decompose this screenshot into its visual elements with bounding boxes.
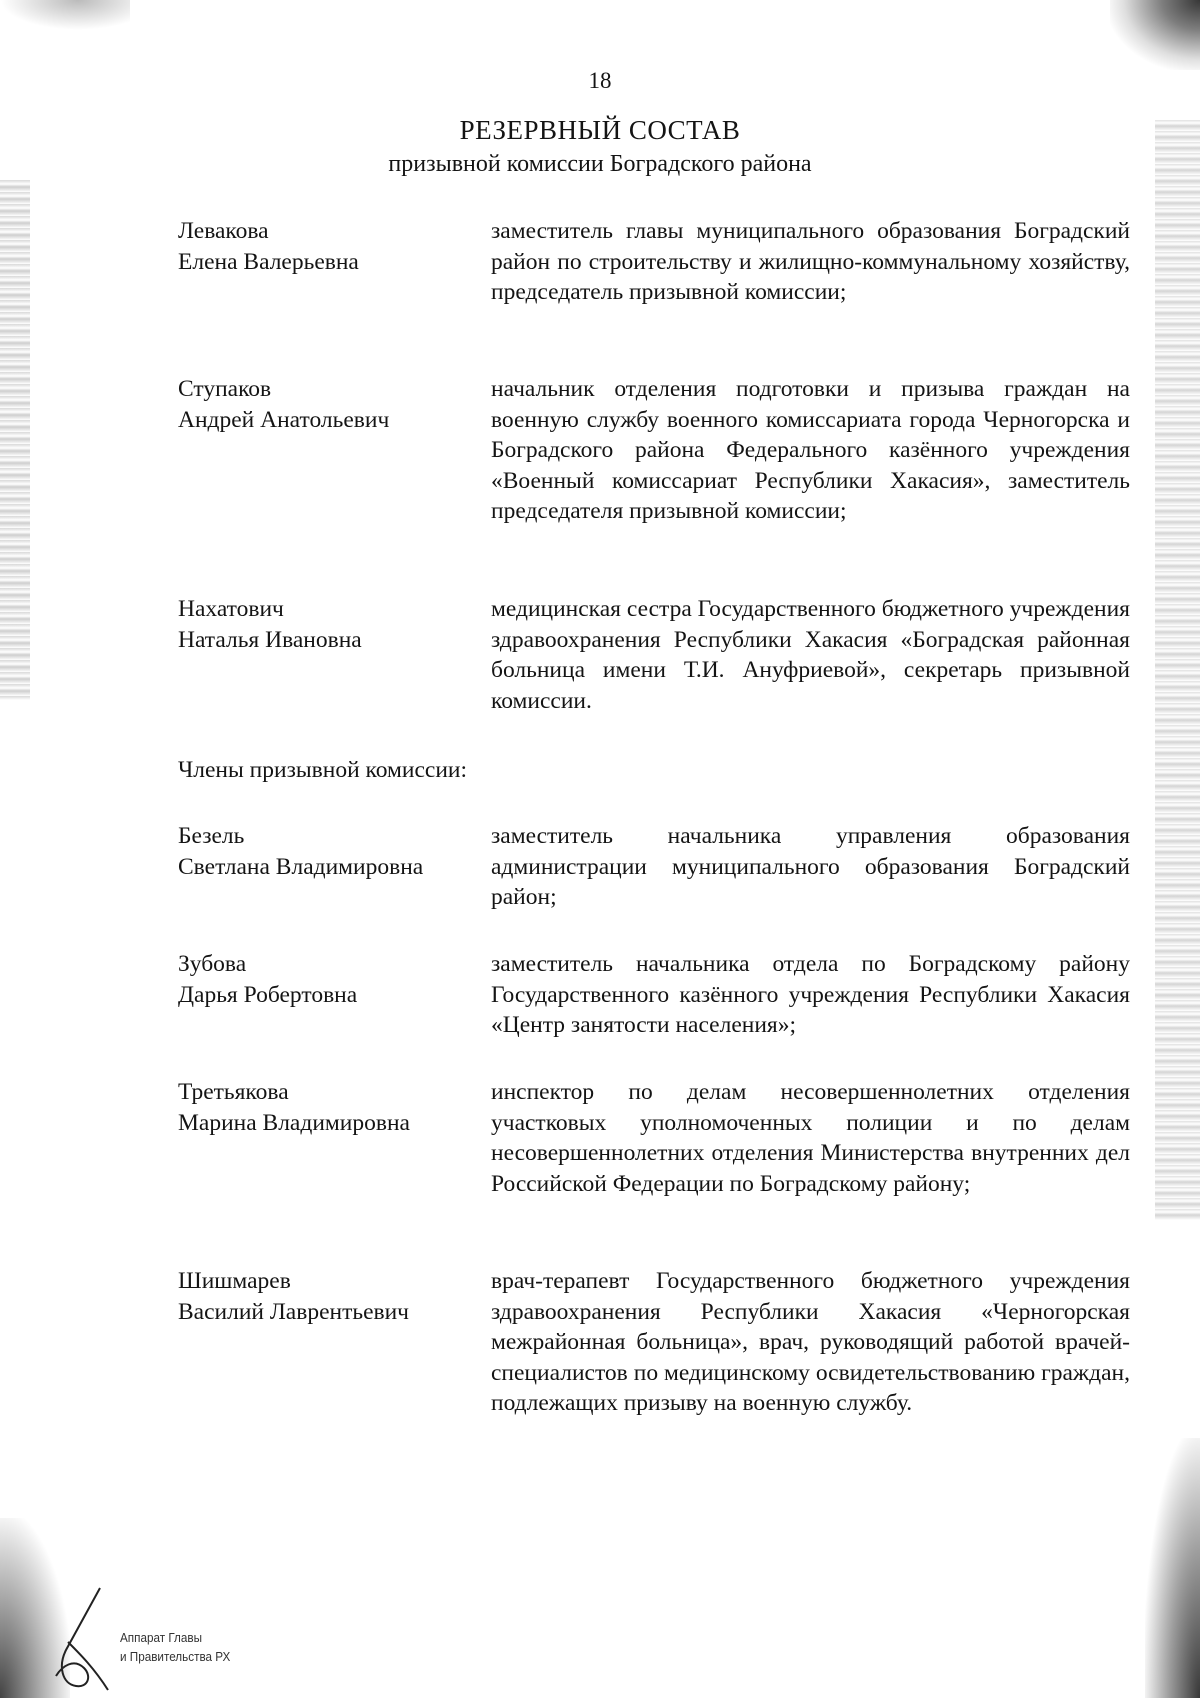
stamp-line: Аппарат Главы: [120, 1630, 202, 1645]
person-role: заместитель начальника отдела по Боградскому району Государственного казённого учреждения Республики Хакасия «Центр занятости населения»;: [491, 951, 1130, 1038]
commission-entry-chair: [178, 216, 1130, 308]
person-name: [178, 594, 478, 655]
person-surname: Ступаков: [178, 376, 272, 402]
person-given-names: Андрей Анатольевич: [178, 406, 390, 433]
scan-shadow-bottom-right: [1145, 1438, 1200, 1698]
commission-entry-secretary: [178, 594, 1130, 716]
members-heading: Члены призывной комиссии:: [178, 757, 468, 783]
person-role: медицинская сестра Государственного бюджетного учреждения здравоохранения Республики Хакасия «Боградская районная больница имени Т.И. Ануфриевой», секретарь призывной комиссии.: [491, 596, 1130, 714]
commission-entry-deputy-chair: [178, 374, 1130, 527]
document-title: РЕЗЕРВНЫЙ СОСТАВ: [459, 115, 741, 145]
person-role: инспектор по делам несовершеннолетних отделения участковых уполномоченных полиции и по делам несовершеннолетних отделения Министерства внутренних дел Российской Федерации по Боградскому району;: [491, 1079, 1130, 1197]
handwritten-signature: [48, 1580, 118, 1698]
person-name: [178, 216, 478, 277]
person-surname: Нахатович: [178, 596, 284, 622]
person-surname: Левакова: [178, 218, 269, 244]
person-given-names: Елена Валерьевна: [178, 248, 359, 275]
scan-shadow-top-right: [1110, 0, 1200, 70]
scan-noise-right-edge: [1155, 120, 1200, 1220]
scan-shadow-top-left: [0, 0, 130, 30]
person-name: [178, 1077, 478, 1138]
commission-entry-member: [178, 1266, 1130, 1419]
stamp-line: и Правительства РХ: [120, 1649, 231, 1664]
person-role: заместитель главы муниципального образования Боградский район по строительству и жилищно-коммунальному хозяйству, председатель призывной комиссии;: [491, 218, 1130, 305]
person-given-names: Марина Владимировна: [178, 1109, 410, 1136]
person-given-names: Василий Лаврентьевич: [178, 1298, 409, 1325]
scan-noise-left-edge: [0, 180, 30, 700]
commission-entry-member: [178, 1077, 1130, 1199]
person-surname: Безель: [178, 823, 245, 849]
person-name: [178, 821, 478, 882]
person-surname: Шишмарев: [178, 1268, 291, 1294]
commission-entry-member: [178, 949, 1130, 1041]
commission-entry-member: [178, 821, 1130, 913]
document-subtitle: призывной комиссии Боградского района: [388, 151, 812, 177]
person-given-names: Дарья Робертовна: [178, 981, 358, 1008]
person-name: [178, 949, 478, 1010]
person-surname: Зубова: [178, 951, 247, 977]
person-name: [178, 1266, 478, 1327]
person-role: врач-терапевт Государственного бюджетного учреждения здравоохранения Республики Хакасия «Черногорская межрайонная больница», врач, руководящий работой врачей-специалистов по медицинскому освидетельствованию граждан, подлежащих призыву на военную службу.: [491, 1268, 1130, 1416]
person-name: [178, 374, 478, 435]
office-stamp: [120, 1628, 230, 1666]
person-given-names: Светлана Владимировна: [178, 853, 424, 880]
person-surname: Третьякова: [178, 1079, 289, 1105]
page-number: 18: [588, 68, 612, 93]
person-given-names: Наталья Ивановна: [178, 626, 362, 653]
person-role: заместитель начальника управления образования администрации муниципального образования Боградский район;: [491, 823, 1130, 910]
person-role: начальник отделения подготовки и призыва граждан на военную службу военного комиссариата города Черногорска и Боградского района Федерального казённого учреждения «Военный комиссариат Республики Хакасия», заместитель председателя призывной комиссии;: [491, 376, 1130, 524]
